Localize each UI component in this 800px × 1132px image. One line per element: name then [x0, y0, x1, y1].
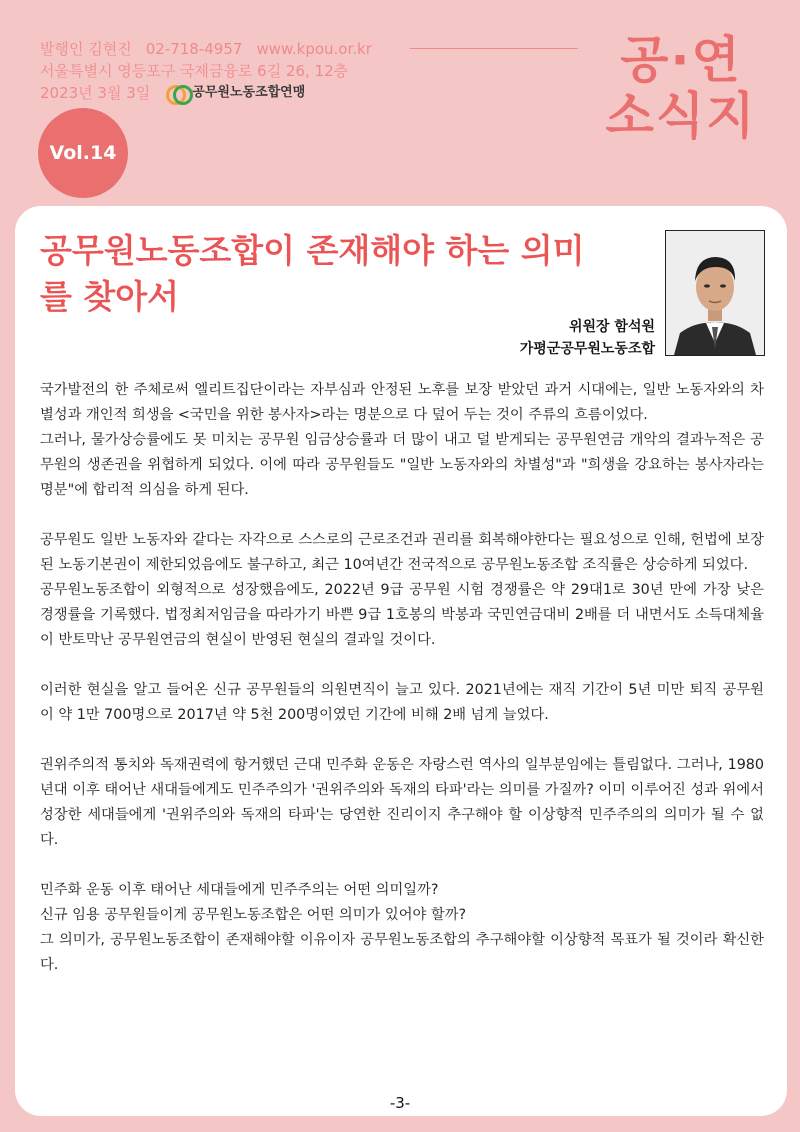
phone-number: 02-718-4957: [145, 40, 243, 58]
paragraph-spacer: [40, 653, 764, 678]
newsletter-brand: [596, 32, 766, 144]
paragraph: 이러한 현실을 알고 들어온 신규 공무원들의 의원면직이 늘고 있다. 2021년에는 재직 기간이 5년 미만 퇴직 공무원이 약 1만 700명으로 2017년 약 5천 200명이였던 기간에 비해 2배 넘게 늘었다.: [40, 682, 764, 723]
paragraph: 신규 임용 공무원들이게 공무원노동조합은 어떤 의미가 있어야 할까?: [40, 907, 467, 923]
paragraph: 공무원도 일반 노동자와 같다는 자각으로 스스로의 근로조건과 권리를 회복해야한다는 필요성으로 인해, 헌법에 보장된 노동기본권이 제한되었음에도 불구하고, 최근 10여년간 전국적으로 공무원노동조합 조직률은 상승하게 되었다.: [40, 532, 764, 573]
paragraph: 민주화 운동 이후 태어난 세대들에게 민주주의는 어떤 의미일까?: [40, 882, 439, 898]
volume-badge: Vol.14: [38, 108, 128, 198]
paragraph: 그러나, 물가상승률에도 못 미치는 공무원 임금상승률과 더 많이 내고 덜 받게되는 공무원연금 개악의 결과누적은 공무원의 생존권을 위협하게 되었다. 이에 따라 공무원들도 "일반 노동자와의 차별성"과 "희생을 강요하는 봉사자라는 명분"에 합리적 의심을 하게 된다.: [40, 432, 764, 498]
author-organization: 가평군공무원노동조합: [519, 341, 655, 357]
paragraph: 공무원노동조합이 외형적으로 성장했음에도, 2022년 9급 공무원 시험 경쟁률은 약 29대1로 30년 만에 가장 낮은 경쟁률을 기록했다. 법정최저임금을 따라가기 바쁜 9급 1호봉의 박봉과 국민연금대비 2배를 더 내면서도 소득대체율이 반토막난 공무원연금의 현실이 반영된 현실의 결과일 것이다.: [40, 582, 764, 648]
page-number: -3-: [389, 1094, 411, 1112]
paragraph-spacer: [40, 728, 764, 753]
paragraph: 그 의미가, 공무원노동조합이 존재해야할 이유이자 공무원노동조합의 추구해야할 이상향적 목표가 될 것이라 확신한다.: [40, 932, 764, 973]
issue-date: 2023년 3월 3일: [40, 84, 151, 102]
brand-line-1: 공·연: [620, 31, 742, 89]
author-byline: [520, 316, 655, 360]
union-name: 공무원노동조합연맹: [192, 85, 306, 100]
author-photo: [665, 230, 765, 356]
portrait-image: [666, 231, 764, 355]
publisher: 발행인 김현진: [40, 40, 132, 58]
paragraph-spacer: [40, 503, 764, 528]
publication-info: [40, 38, 372, 104]
article-body: [40, 378, 764, 978]
website-link[interactable]: www.kpou.or.kr: [256, 40, 372, 58]
paragraph-spacer: [40, 853, 764, 878]
union-logo-icon: [166, 85, 188, 101]
paragraph: 국가발전의 한 주체로써 엘리트집단이라는 자부심과 안정된 노후를 보장 받았던 과거 시대에는, 일반 노동자와의 차별성과 개인적 희생을 <국민을 위한 봉사자>라는 명분으로 다 덮어 두는 것이 주류의 흐름이었다.: [40, 382, 764, 423]
address: 서울특별시 영등포구 국제금융로 6길 26, 12층: [40, 62, 349, 80]
author-name: 위원장 함석원: [568, 319, 655, 335]
article-title: 공무원노동조합이 존재해야 하는 의미를 찾아서: [40, 231, 585, 316]
union-logo: [166, 82, 305, 104]
paragraph: 권위주의적 통치와 독재권력에 항거했던 근대 민주화 운동은 자랑스런 역사의 일부분임에는 틀림없다. 그러나, 1980년대 이후 태어난 새대들에게도 민주주의가 '권위주의와 독재의 타파'라는 의미를 가질까? 이미 이루어진 성과 위에서 성장한 세대들에게 '권위주의와 독재의 타파'는 당연한 진리이지 추구해야 할 이상향적 민주주의의 의미가 될 수 없다.: [40, 757, 764, 848]
header-divider: [410, 48, 578, 49]
brand-line-2: 소식지: [605, 87, 757, 145]
